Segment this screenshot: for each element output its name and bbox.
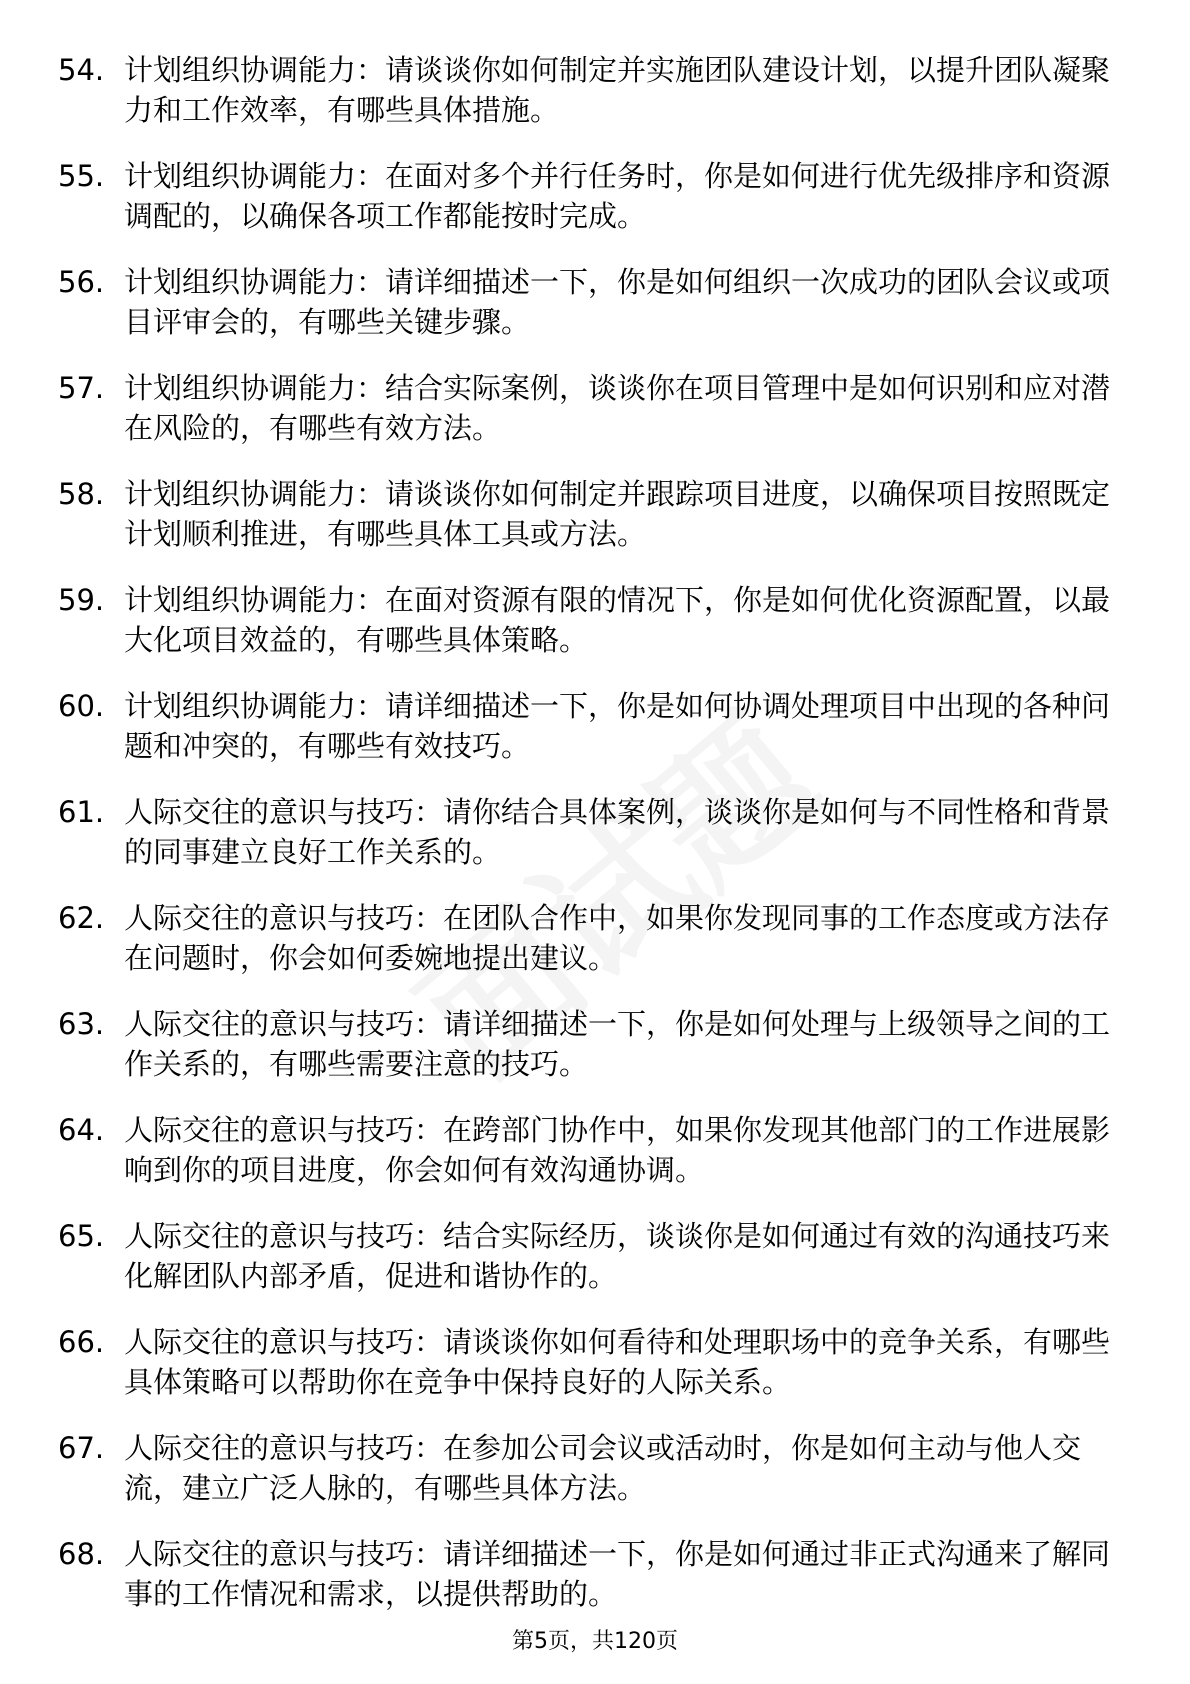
question-text: 人际交往的意识与技巧：在参加公司会议或活动时，你是如何主动与他人交流，建立广泛人脉的，有哪些具体方法。 [124, 1431, 1082, 1505]
question-item [58, 580, 1138, 660]
question-item [58, 686, 1138, 766]
page-number-footer: 第5页，共120页 [512, 1629, 678, 1654]
question-number: 61. [58, 795, 105, 829]
question-item [58, 1110, 1138, 1190]
question-item [58, 1534, 1138, 1614]
question-item [58, 156, 1138, 236]
question-item [58, 792, 1138, 872]
question-number: 60. [58, 689, 105, 723]
question-text: 计划组织协调能力：请详细描述一下，你是如何协调处理项目中出现的各种问题和冲突的，有哪些有效技巧。 [124, 689, 1111, 763]
question-item [58, 1004, 1138, 1084]
question-text: 计划组织协调能力：在面对多个并行任务时，你是如何进行优先级排序和资源调配的，以确保各项工作都能按时完成。 [124, 159, 1111, 233]
question-text: 计划组织协调能力：结合实际案例，谈谈你在项目管理中是如何识别和应对潜在风险的，有哪些有效方法。 [124, 371, 1111, 445]
question-number: 66. [58, 1325, 105, 1359]
question-number: 56. [58, 265, 105, 299]
question-text: 人际交往的意识与技巧：请你结合具体案例，谈谈你是如何与不同性格和背景的同事建立良好工作关系的。 [124, 795, 1111, 869]
question-text: 人际交往的意识与技巧：请详细描述一下，你是如何通过非正式沟通来了解同事的工作情况和需求，以提供帮助的。 [124, 1537, 1111, 1611]
question-item [58, 50, 1138, 130]
question-text: 人际交往的意识与技巧：在跨部门协作中，如果你发现其他部门的工作进展影响到你的项目进度，你会如何有效沟通协调。 [124, 1113, 1111, 1187]
question-item [58, 1428, 1138, 1508]
question-number: 64. [58, 1113, 105, 1147]
question-item [58, 262, 1138, 342]
question-item [58, 368, 1138, 448]
question-text: 人际交往的意识与技巧：请谈谈你如何看待和处理职场中的竞争关系，有哪些具体策略可以帮助你在竞争中保持良好的人际关系。 [124, 1325, 1111, 1399]
question-number: 57. [58, 371, 105, 405]
question-text: 人际交往的意识与技巧：请详细描述一下，你是如何处理与上级领导之间的工作关系的，有哪些需要注意的技巧。 [124, 1007, 1111, 1081]
question-number: 59. [58, 583, 105, 617]
question-text: 人际交往的意识与技巧：结合实际经历，谈谈你是如何通过有效的沟通技巧来化解团队内部矛盾，促进和谐协作的。 [124, 1219, 1111, 1293]
question-text: 计划组织协调能力：请谈谈你如何制定并实施团队建设计划，以提升团队凝聚力和工作效率，有哪些具体措施。 [124, 53, 1111, 127]
question-item [58, 1216, 1138, 1296]
question-item [58, 474, 1138, 554]
question-number: 58. [58, 477, 105, 511]
question-list [58, 50, 1138, 1640]
question-item [58, 1322, 1138, 1402]
question-number: 63. [58, 1007, 105, 1041]
question-number: 62. [58, 901, 105, 935]
question-number: 65. [58, 1219, 105, 1253]
question-text: 计划组织协调能力：请谈谈你如何制定并跟踪项目进度，以确保项目按照既定计划顺利推进，有哪些具体工具或方法。 [124, 477, 1111, 551]
question-item [58, 898, 1138, 978]
question-number: 67. [58, 1431, 105, 1465]
question-number: 55. [58, 159, 105, 193]
question-text: 人际交往的意识与技巧：在团队合作中，如果你发现同事的工作态度或方法存在问题时，你会如何委婉地提出建议。 [124, 901, 1111, 975]
question-text: 计划组织协调能力：在面对资源有限的情况下，你是如何优化资源配置，以最大化项目效益的，有哪些具体策略。 [124, 583, 1111, 657]
question-text: 计划组织协调能力：请详细描述一下，你是如何组织一次成功的团队会议或项目评审会的，有哪些关键步骤。 [124, 265, 1111, 339]
question-number: 68. [58, 1537, 105, 1571]
question-number: 54. [58, 53, 105, 87]
